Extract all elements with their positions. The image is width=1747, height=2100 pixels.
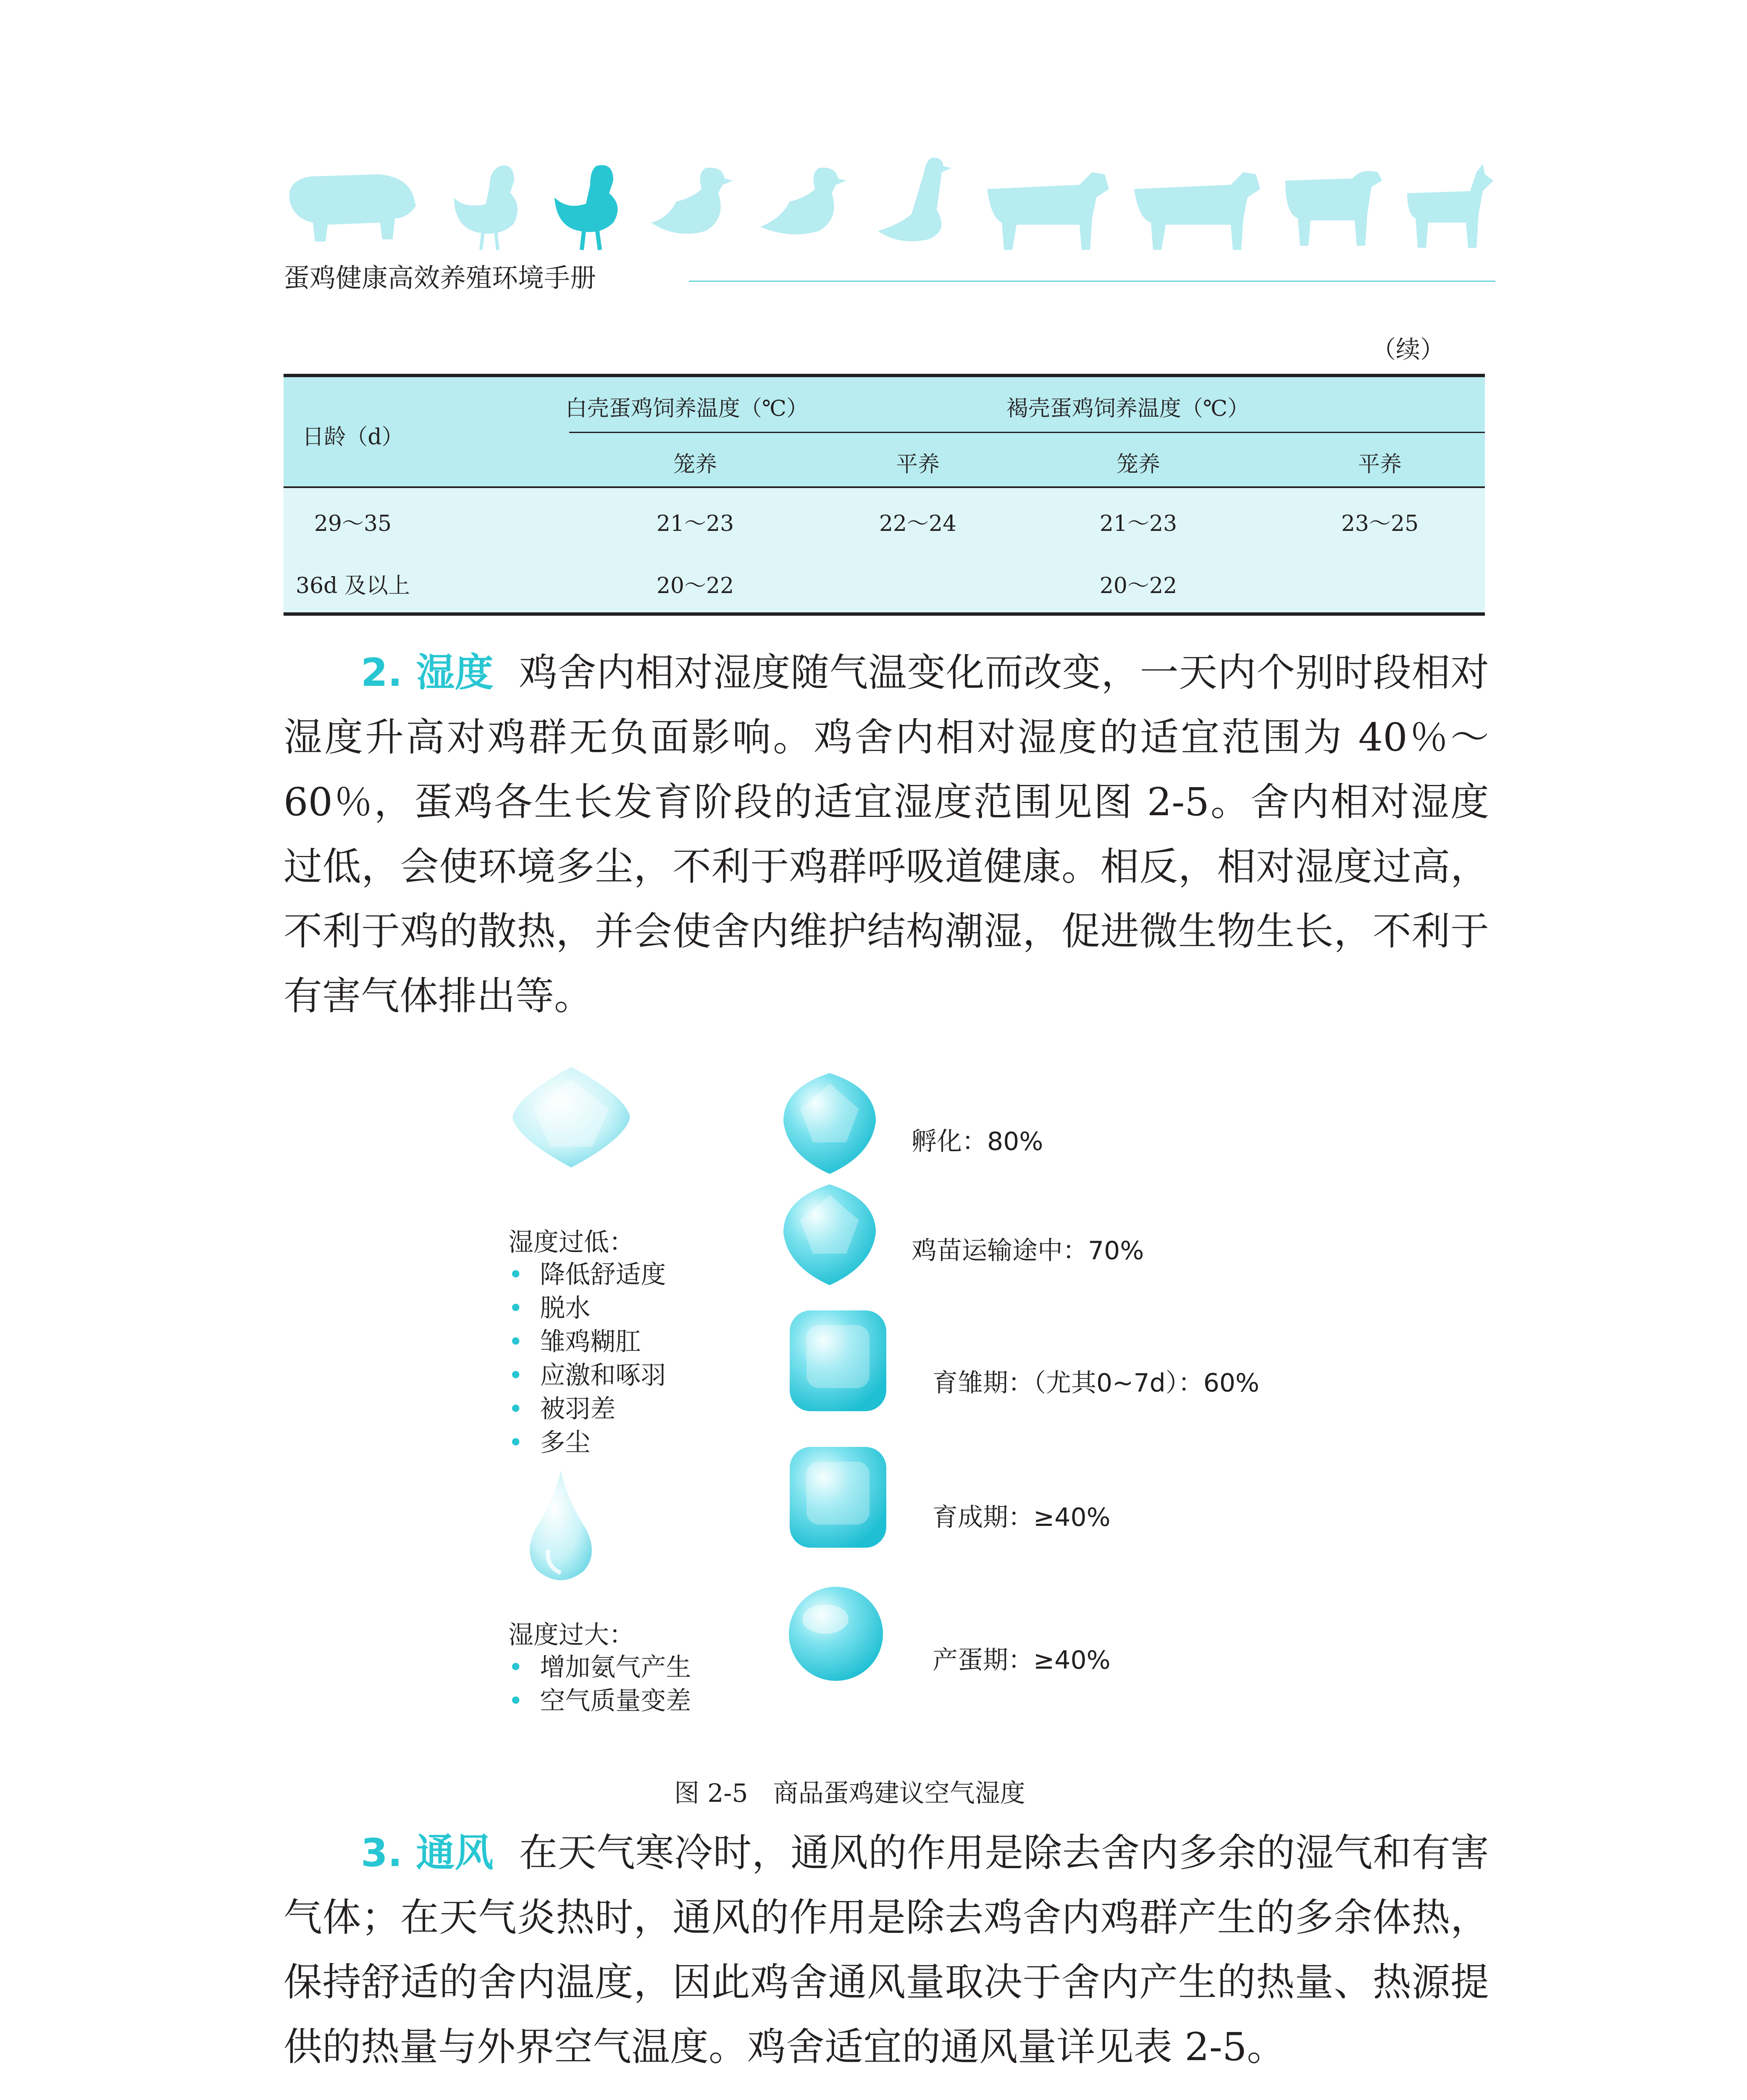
hatching-gem-icon bbox=[779, 1071, 880, 1176]
table-cell: 20～22 bbox=[1099, 573, 1177, 598]
humidity-figure bbox=[496, 1050, 1336, 1764]
animal-banner bbox=[281, 155, 1500, 265]
stage-rearing: 育成期：≥40% bbox=[933, 1503, 1111, 1532]
cow-icon bbox=[1126, 155, 1264, 256]
hen-icon bbox=[550, 155, 626, 252]
stage-transport: 鸡苗运输途中：70% bbox=[912, 1236, 1144, 1265]
table-body bbox=[284, 488, 1485, 612]
hen-icon bbox=[449, 155, 525, 252]
water-drop-icon bbox=[525, 1466, 596, 1588]
list-item: • 雏鸡糊肛 bbox=[508, 1327, 641, 1357]
ventilation-paragraph bbox=[284, 1821, 1489, 2079]
goose-icon bbox=[870, 155, 954, 256]
laying-sphere-icon bbox=[785, 1583, 886, 1684]
group-brown-header: 褐壳蛋鸡饲养温度（℃） bbox=[1006, 396, 1250, 421]
stage-hatching: 孵化：80% bbox=[912, 1127, 1043, 1156]
stage-brooding: 育雏期：（尤其0~7d）：60% bbox=[933, 1368, 1260, 1398]
table-cell: 36d 及以上 bbox=[296, 573, 410, 598]
low-humidity-gem-icon bbox=[508, 1063, 634, 1172]
table-bottom-rule bbox=[284, 612, 1485, 616]
duck-icon bbox=[643, 155, 735, 252]
ventilation-heading: 3. 通风 bbox=[361, 1830, 494, 1875]
brown-group-rule bbox=[1010, 432, 1485, 433]
list-item: • 脱水 bbox=[508, 1294, 591, 1323]
stage-laying: 产蛋期：≥40% bbox=[933, 1646, 1111, 1675]
low-humidity-title: 湿度过低： bbox=[508, 1228, 634, 1257]
header-brown-floor: 平养 bbox=[1358, 452, 1402, 477]
table-cell: 22～24 bbox=[879, 511, 957, 536]
table-cell: 20～22 bbox=[656, 573, 734, 598]
book-title: 蛋鸡健康高效养殖环境手册 bbox=[284, 262, 596, 293]
table-cell: 23～25 bbox=[1341, 511, 1419, 536]
transport-gem-icon bbox=[779, 1182, 880, 1287]
high-humidity-list bbox=[508, 1651, 691, 1718]
list-item: • 空气质量变差 bbox=[508, 1686, 691, 1716]
table-header bbox=[284, 377, 1485, 486]
humidity-paragraph bbox=[284, 640, 1489, 1029]
figure-caption: 图 2-5 商品蛋鸡建议空气湿度 bbox=[674, 1779, 1025, 1808]
col-age-header: 日龄（d） bbox=[302, 425, 404, 450]
rearing-cube-icon bbox=[785, 1443, 891, 1552]
header-white-cage: 笼养 bbox=[673, 452, 717, 477]
list-item: • 增加氨气产生 bbox=[508, 1653, 691, 1682]
duck-icon bbox=[752, 155, 849, 252]
buffalo-icon bbox=[1277, 155, 1386, 256]
list-item: • 降低舒适度 bbox=[508, 1260, 666, 1289]
table-continued-label: （续） bbox=[1371, 335, 1445, 364]
brooding-cube-icon bbox=[785, 1306, 891, 1415]
table-cell: 29～35 bbox=[314, 511, 392, 536]
goat-icon bbox=[1399, 155, 1500, 256]
list-item: • 被羽差 bbox=[508, 1394, 616, 1424]
temperature-table bbox=[284, 374, 1485, 616]
header-rule bbox=[689, 281, 1495, 282]
table-cell: 21～23 bbox=[1099, 511, 1177, 536]
humidity-text: 鸡舍内相对湿度随气温变化而改变，一天内个别时段相对湿度升高对鸡群无负面影响。鸡舍内相对湿度的适宜范围为 40％～60％，蛋鸡各生长发育阶段的适宜湿度范围见图 2-5。舍内相对湿度过低，会使环境多尘，不利于鸡群呼吸道健康。相反，相对湿度过高，不利于鸡的散热，并会使舍内维护结构潮湿，促进微生物生长，不利于有害气体排出等。 bbox=[284, 650, 1489, 1018]
pig-icon bbox=[281, 155, 420, 252]
low-humidity-list bbox=[508, 1258, 666, 1460]
ventilation-text: 在天气寒冷时，通风的作用是除去舍内多余的湿气和有害气体；在天气炎热时，通风的作用是除去鸡舍内鸡群产生的多余体热，保持舒适的舍内温度，因此鸡舍通风量取决于舍内产生的热量、热源提供的热量与外界空气温度。鸡舍适宜的通风量详见表 2-5。 bbox=[284, 1830, 1489, 2069]
table-cell: 21～23 bbox=[656, 511, 734, 536]
cow-icon bbox=[979, 155, 1113, 256]
high-humidity-title: 湿度过大： bbox=[508, 1620, 634, 1650]
list-item: • 应激和啄羽 bbox=[508, 1361, 666, 1390]
group-white-header: 白壳蛋鸡饲养温度（℃） bbox=[565, 396, 809, 421]
table-top-rule bbox=[284, 374, 1485, 377]
header-white-floor: 平养 bbox=[896, 452, 940, 477]
humidity-heading: 2. 湿度 bbox=[361, 650, 494, 695]
list-item: • 多尘 bbox=[508, 1428, 591, 1457]
header-brown-cage: 笼养 bbox=[1116, 452, 1160, 477]
